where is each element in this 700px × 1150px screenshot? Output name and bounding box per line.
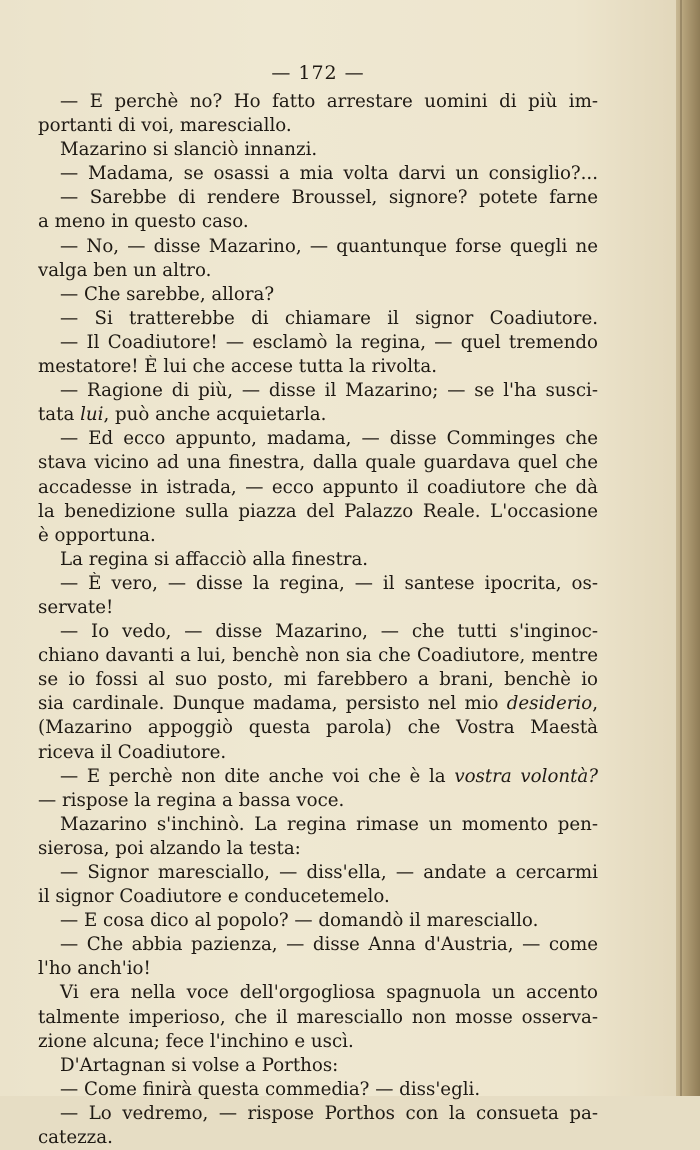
text-line: la benedizione sulla piazza del Palazzo Reale. L'occasione bbox=[38, 500, 598, 522]
text-line: Vi era nella voce dell'orgogliosa spagnuola un accento bbox=[60, 982, 598, 1004]
text-line: Mazarino si slanciò innanzi. bbox=[60, 139, 318, 161]
page-edge-shadow bbox=[680, 0, 682, 1096]
text-line: sierosa, poi alzando la testa: bbox=[38, 837, 301, 859]
text-line: — Io vedo, — disse Mazarino, — che tutti s'inginoc- bbox=[60, 621, 598, 643]
text-line: stava vicino ad una finestra, dalla quale guardava quel che bbox=[38, 452, 598, 474]
text-line: — E cosa dico al popolo? — domandò il maresciallo. bbox=[60, 910, 539, 932]
text-segment: tata bbox=[38, 404, 81, 426]
text-line: (Mazarino appoggiò questa parola) che Vostra Maestà bbox=[38, 717, 598, 739]
text-line: se io fossi al suo posto, mi farebbero a brani, benchè io bbox=[38, 669, 598, 691]
italic-text: vostra volontà? bbox=[454, 765, 598, 787]
text-line: — Sarebbe di rendere Broussel, signore? potete farne bbox=[60, 187, 598, 209]
text-line: — Che sarebbe, allora? bbox=[60, 283, 275, 305]
text-line: è opportuna. bbox=[38, 524, 156, 546]
text-line: — Signor maresciallo, — diss'ella, — andate a cercarmi bbox=[60, 862, 598, 883]
text-line: accadesse in istrada, — ecco appunto il coadiutore che dà bbox=[38, 476, 598, 498]
text-line: Mazarino s'inchinò. La regina rimase un momento pen- bbox=[60, 813, 598, 835]
text-segment: sia cardinale. Dunque madama, persisto nel mio bbox=[38, 693, 507, 715]
page-number: — 172 — bbox=[271, 62, 365, 84]
text-line: — Il Coadiutore! — esclamò la regina, — quel tremendo bbox=[60, 331, 598, 353]
text-line bbox=[38, 765, 598, 789]
text-line: il signor Coadiutore e conducetemelo. bbox=[38, 886, 390, 908]
text-segment: — E perchè non dite anche voi che è la bbox=[60, 765, 455, 787]
text-line: chiano davanti a lui, benchè non sia che Coadiutore, mentre bbox=[38, 645, 598, 667]
text-line: portanti di voi, maresciallo. bbox=[38, 115, 292, 137]
text-segment: , bbox=[592, 693, 598, 715]
text-line: riceva il Coadiutore. bbox=[38, 741, 227, 763]
text-line: a meno in questo caso. bbox=[38, 211, 249, 233]
text-line: — È vero, — disse la regina, — il santese ipocrita, os- bbox=[60, 572, 598, 594]
italic-text: desiderio bbox=[506, 693, 593, 715]
text-line: — Si tratterebbe di chiamare il signor Coadiutore. bbox=[60, 307, 598, 329]
text-line: — Come finirà questa commedia? — diss'egli. bbox=[60, 1078, 481, 1100]
text-line bbox=[38, 692, 598, 716]
text-line: — Ed ecco appunto, madama, — disse Comminges che bbox=[60, 428, 598, 450]
text-line: catezza. bbox=[38, 1127, 113, 1149]
text-line: mestatore! È lui che accese tutta la rivolta. bbox=[38, 356, 437, 378]
text-line: — Ragione di più, — disse il Mazarino; — se l'ha susci- bbox=[60, 380, 598, 402]
text-line: D'Artagnan si volse a Porthos: bbox=[60, 1054, 339, 1076]
text-line: l'ho anch'io! bbox=[38, 958, 151, 980]
text-line: — Lo vedremo, — rispose Porthos con la consueta pa- bbox=[60, 1102, 598, 1124]
text-segment: , può anche acquietarla. bbox=[103, 404, 327, 426]
body-text bbox=[38, 90, 598, 1150]
text-line: talmente imperioso, che il maresciallo non mosse osserva- bbox=[38, 1006, 598, 1028]
text-line: servate! bbox=[38, 596, 114, 618]
text-line: — E perchè no? Ho fatto arrestare uomini di più im- bbox=[60, 91, 598, 112]
text-line bbox=[38, 403, 598, 427]
text-line: — Madama, se osassi a mia volta darvi un consiglio?... bbox=[60, 163, 598, 185]
text-line: — No, — disse Mazarino, — quantunque forse quegli ne bbox=[60, 235, 598, 257]
text-line: zione alcuna; fece l'inchino e uscì. bbox=[38, 1030, 354, 1052]
text-line: valga ben un altro. bbox=[38, 259, 212, 281]
text-line: — Che abbia pazienza, — disse Anna d'Austria, — come bbox=[60, 934, 598, 956]
text-line: La regina si affacciò alla finestra. bbox=[60, 548, 369, 570]
text-line: — rispose la regina a bassa voce. bbox=[38, 789, 345, 811]
italic-text: lui bbox=[80, 404, 104, 426]
